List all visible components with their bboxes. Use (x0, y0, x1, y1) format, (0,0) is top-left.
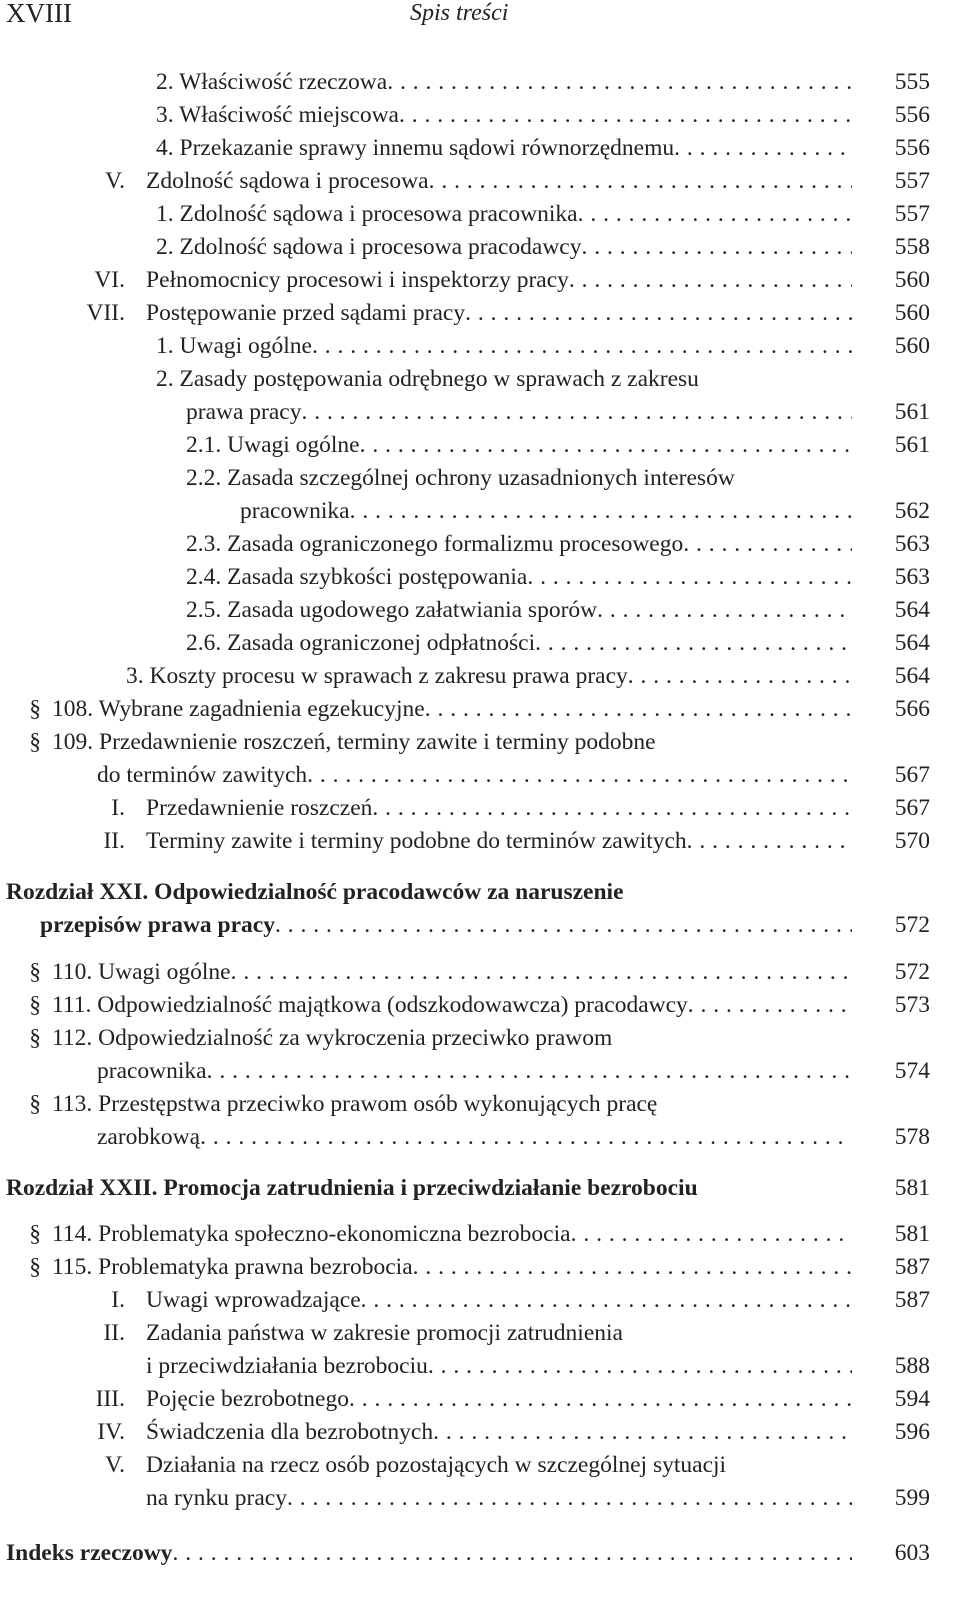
toc-entry: 1. Uwagi ogólne. . . 560 (0, 330, 960, 362)
toc-entry: V. Zdolność sądowa i procesowa. . . 557 (0, 165, 960, 197)
toc-entry: I. Uwagi wprowadzające. . . 587 (0, 1284, 960, 1316)
toc-entry: I. Przedawnienie roszczeń. . . 567 (0, 792, 960, 824)
toc-entry: § 115. Problematyka prawna bezrobocia. . . 587 (0, 1251, 960, 1283)
toc-entry: 4. Przekazanie sprawy innemu sądowi równorzędnemu. . . 556 (0, 132, 960, 164)
toc-entry: 2.4. Zasada szybkości postępowania. . . 563 (0, 561, 960, 593)
toc-entry: IV. Świadczenia dla bezrobotnych. . . 596 (0, 1416, 960, 1448)
chapter-heading: Rozdział XXII. Promocja zatrudnienia i przeciwdziałanie bezrobociu 581 (6, 1175, 930, 1201)
toc-entry: § 113. Przestępstwa przeciwko prawom osób wykonujących pracę (29, 1091, 658, 1117)
toc-entry: 3. Koszty procesu w sprawach z zakresu prawa pracy. . . 564 (0, 660, 960, 692)
toc-entry: pracownika. . . 574 (0, 1055, 960, 1087)
toc-entry: zarobkową. . . 578 (0, 1121, 960, 1153)
toc-entry: V. Działania na rzecz osób pozostających w szczególnej sytuacji (105, 1452, 727, 1478)
toc-entry: 2.2. Zasada szczególnej ochrony uzasadnionych interesów (186, 465, 735, 491)
toc-entry: do terminów zawitych. . . 567 (0, 759, 960, 791)
toc-entry: na rynku pracy. . . 599 (0, 1482, 960, 1514)
toc-entry: prawa pracy. . . 561 (0, 396, 960, 428)
toc-entry: VI. Pełnomocnicy procesowi i inspektorzy pracy. . . 560 (0, 264, 960, 296)
toc-entry: 3. Właściwość miejscowa. . . 556 (0, 99, 960, 131)
toc-entry: 1. Zdolność sądowa i procesowa pracownika. . . 557 (0, 198, 960, 230)
chapter-heading: przepisów prawa pracy. . . 572 (0, 909, 960, 941)
toc-entry: 2.6. Zasada ograniczonej odpłatności. . . 564 (0, 627, 960, 659)
toc-entry: 2.5. Zasada ugodowego załatwiania sporów. . . 564 (0, 594, 960, 626)
toc-entry: pracownika. . . 562 (0, 495, 960, 527)
toc-entry: 2. Zasady postępowania odrębnego w sprawach z zakresu (156, 366, 699, 392)
toc-entry: 2.1. Uwagi ogólne. . . 561 (0, 429, 960, 461)
index-entry: Indeks rzeczowy. . . 603 (0, 1537, 960, 1569)
toc-entry: 2.3. Zasada ograniczonego formalizmu procesowego. . . 563 (0, 528, 960, 560)
toc-entry: II. Zadania państwa w zakresie promocji zatrudnienia (103, 1320, 623, 1346)
chapter-heading: Rozdział XXI. Odpowiedzialność pracodawców za naruszenie (6, 879, 624, 905)
toc-entry: II. Terminy zawite i terminy podobne do terminów zawitych. . . 570 (0, 825, 960, 857)
toc-entry: 2. Właściwość rzeczowa. . . 555 (0, 66, 960, 98)
toc-entry: § 108. Wybrane zagadnienia egzekucyjne. . . 566 (0, 693, 960, 725)
toc-entry: VII. Postępowanie przed sądami pracy. . . 560 (0, 297, 960, 329)
running-title: Spis treści (410, 0, 509, 26)
toc-entry: III. Pojęcie bezrobotnego. . . 594 (0, 1383, 960, 1415)
toc-entry: § 109. Przedawnienie roszczeń, terminy zawite i terminy podobne (29, 729, 656, 755)
toc-entry: § 111. Odpowiedzialność majątkowa (odszkodowawcza) pracodawcy. . . 573 (0, 989, 960, 1021)
toc-entry: § 110. Uwagi ogólne. . . 572 (0, 956, 960, 988)
toc-entry: i przeciwdziałania bezrobociu. . . 588 (0, 1350, 960, 1382)
toc-entry: 2. Zdolność sądowa i procesowa pracodawcy. . . 558 (0, 231, 960, 263)
toc-entry: § 112. Odpowiedzialność za wykroczenia przeciwko prawom (29, 1025, 613, 1051)
toc-entry: § 114. Problematyka społeczno-ekonomiczna bezrobocia. . . 581 (0, 1218, 960, 1250)
page-number: XVIII (6, 0, 72, 28)
